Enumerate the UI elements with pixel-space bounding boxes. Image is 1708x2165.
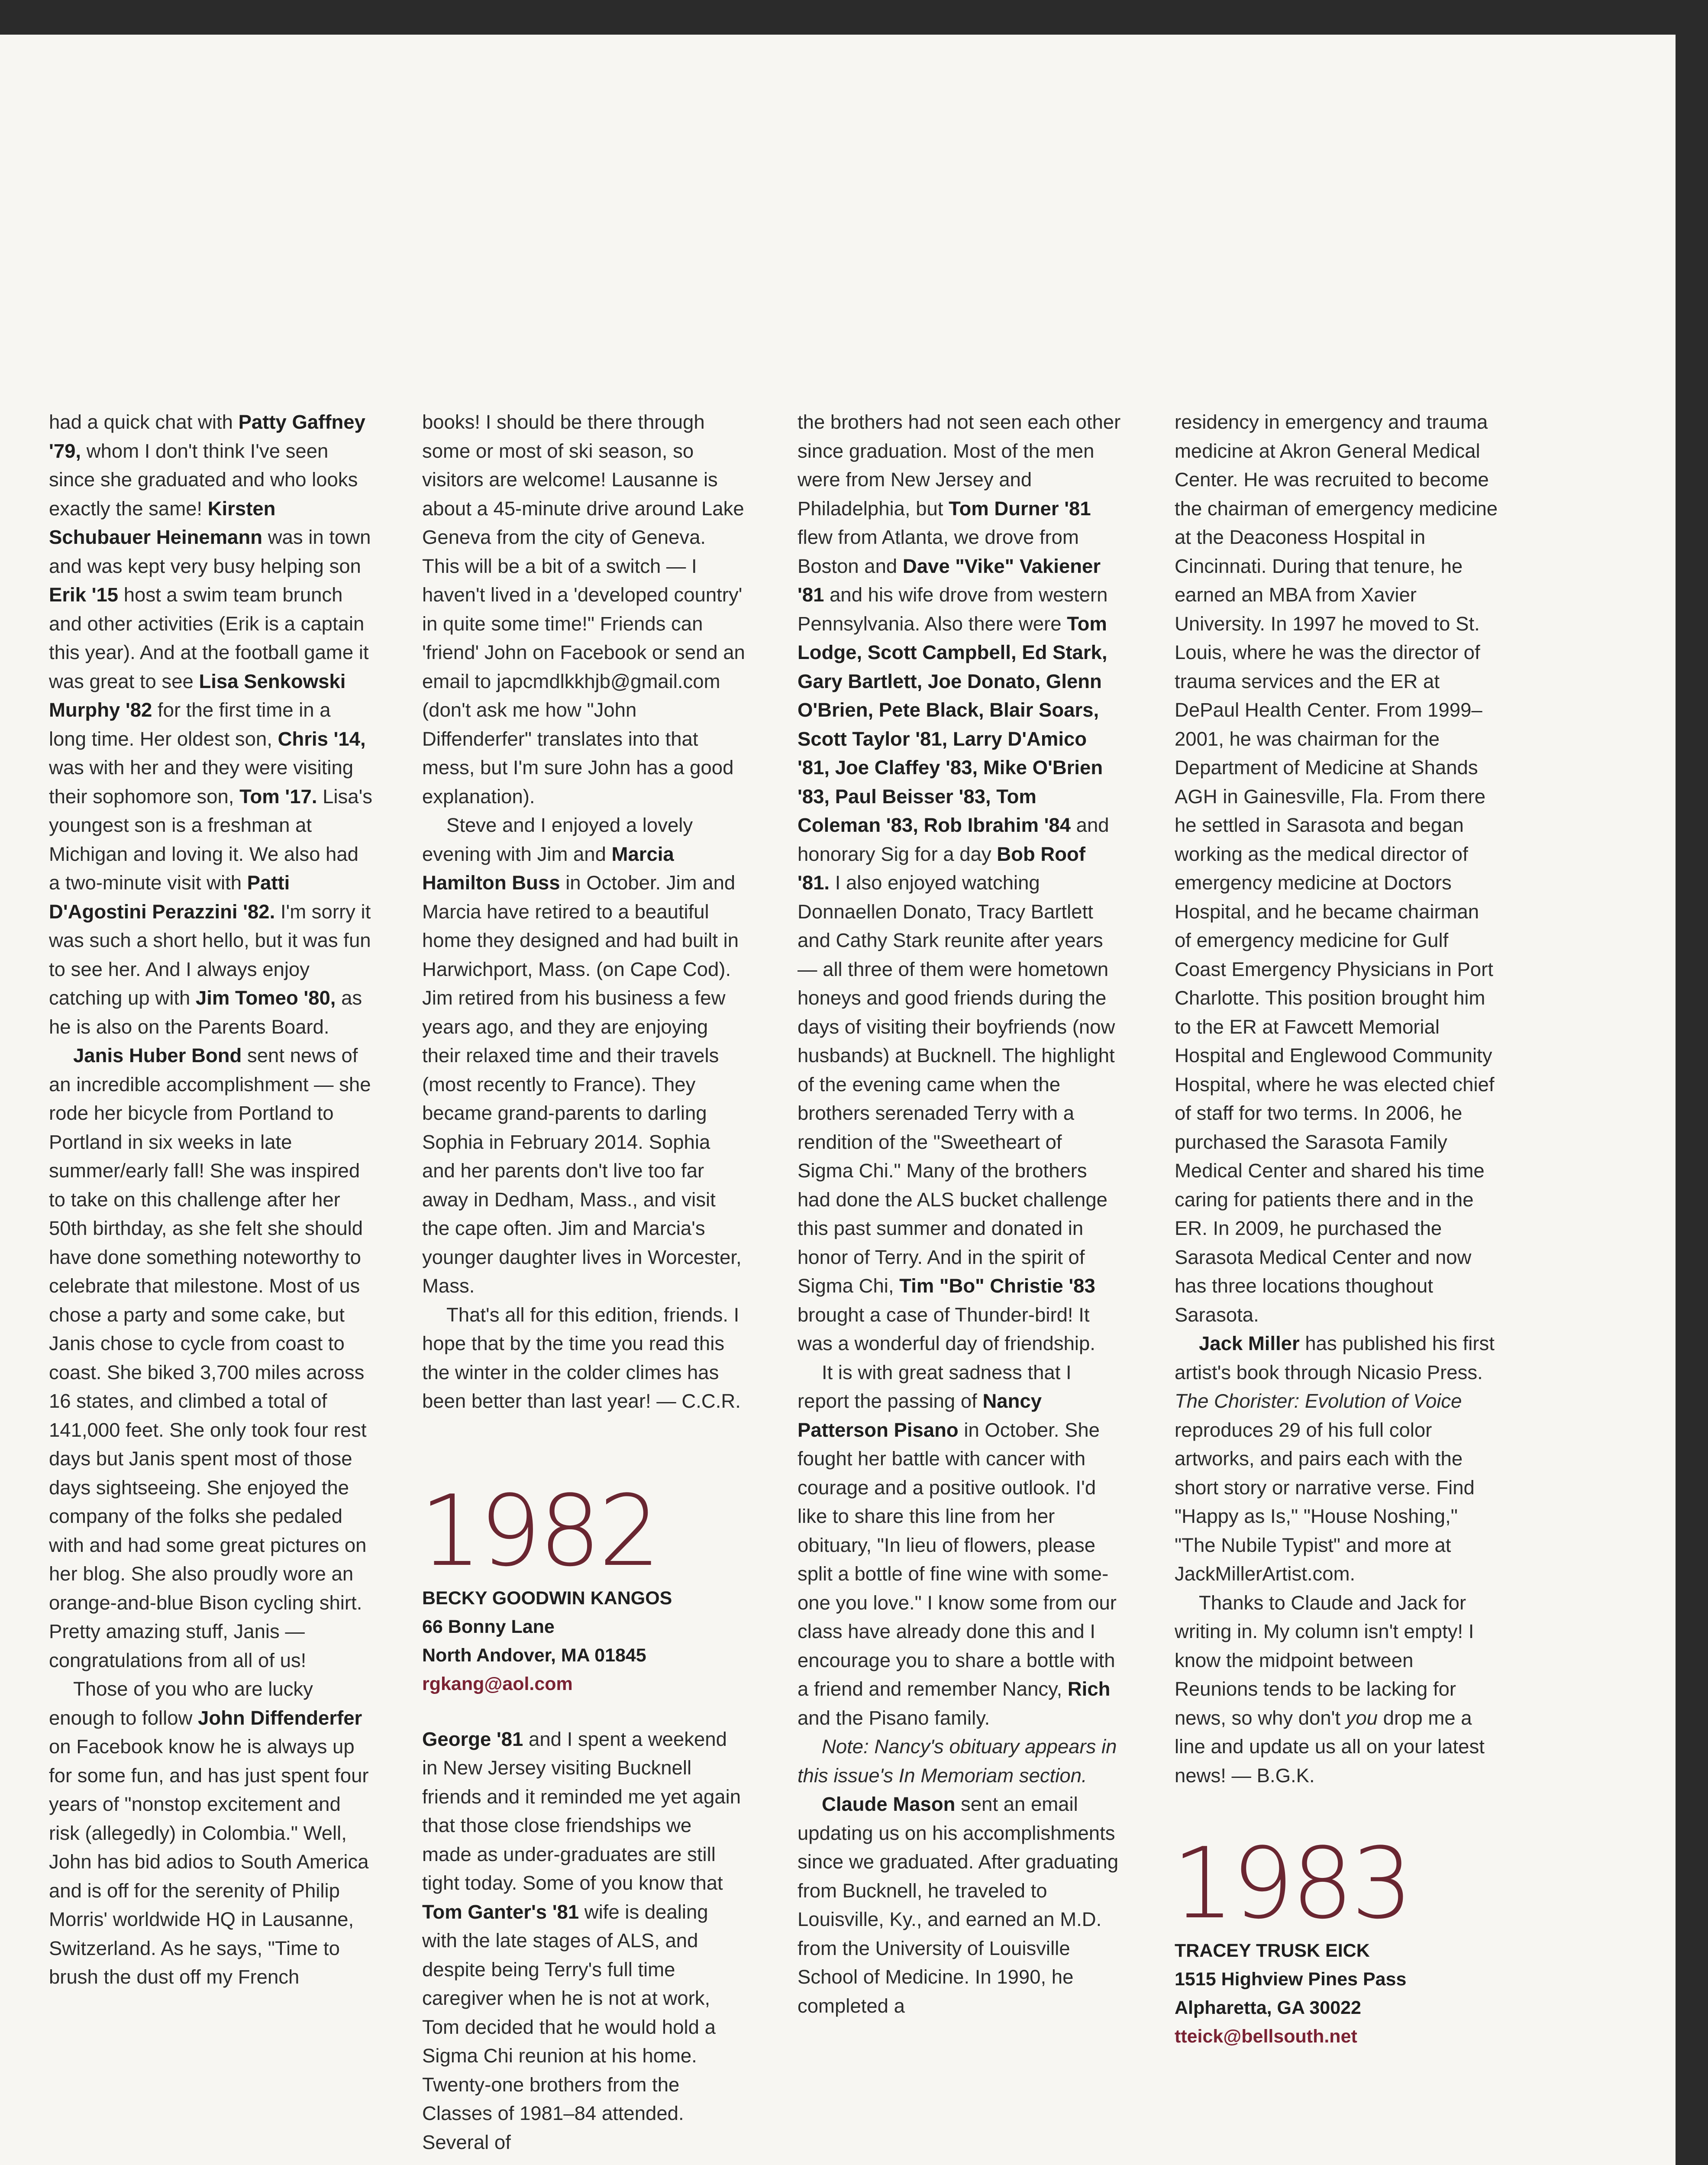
editor-note: Note: Nancy's obituary appears in this issue's In Memoriam section. (797, 1735, 1117, 1787)
paragraph: Janis Huber Bond sent news of an incredible accomplishment — she rode her bicycle from Portland to Portland in six weeks in late summer/early fall! She was inspired to take on this challenge after her 50th birthday, as she felt she should have done something noteworthy to celebrate that milestone. Most of us chose a party and some cake, but Janis chose to cycle from coast to coast. She biked 3,700 miles across 16 states, and climbed a total of 141,000 feet. She only took four rest days but Janis spent most of those days sightseeing. She enjoyed the company of the folks she pedaled with and had some great pictures on her blog. She also proudly wore an orange-and-blue Bison cycling shirt. Pretty amazing stuff, Janis — congratulations from all of us! (49, 1044, 371, 1671)
paragraph: That's all for this edition, friends. I hope that by the time you read this the winter in the colder climes has been better than last year! — C.C.R. (422, 1303, 741, 1412)
class-reporter-street: 66 Bonny Lane (422, 1616, 555, 1637)
class-reporter-city: North Andover, MA 01845 (422, 1645, 646, 1666)
column-2 (422, 408, 746, 2157)
class-reporter-email[interactable]: tteick@bellsouth.net (1175, 2026, 1357, 2047)
paragraph: Thanks to Claude and Jack for writing in. My column isn't empty! I know the midpoint between Reunions tends to be lacking for news, so why don't you drop me a line and update us all on your latest news! — B.G.K. (1175, 1591, 1485, 1787)
column-1 (49, 408, 373, 1992)
paragraph: Steve and I enjoyed a lovely evening with Jim and Marcia Hamilton Buss in October. Jim and Marcia have retired to a beautiful home they designed and had built in Harwichport, Mass. (on Cape Cod). Jim retired from his business a few years ago, and they are enjoying their relaxed time and their travels (most recently to France). They became grand-parents to darling Sophia in February 2014. Sophia and her parents don't live too far away in Dedham, Mass., and visit the cape often. Jim and Marcia's younger daughter lives in Worcester, Mass. (422, 814, 742, 1297)
class-year-heading: 1982 (420, 1474, 659, 1588)
paragraph: George '81 and I spent a weekend in New Jersey visiting Bucknell friends and it reminded me yet again that those close friendships we made as under-graduates are still tight today. Some of you know that Tom Ganter's '81 wife is dealing with the late stages of ALS, and despite being Terry's full time caregiver when he is not at work, Tom decided that he would hold a Sigma Chi reunion at his home. Twenty-one brothers from the Classes of 1981–84 attended. Several of (422, 1728, 741, 2153)
paragraph: Claude Mason sent an email updating us on his accomplishments since we graduated. After graduating from Bucknell, he traveled to Louisville, Ky., and earned an M.D. from the University of Louisville School of Medicine. In 1990, he completed a (797, 1793, 1119, 2017)
class-reporter-street: 1515 Highview Pines Pass (1175, 1969, 1407, 1990)
paragraph: Those of you who are lucky enough to follow John Diffenderfer on Facebook know he is always up for some fun, and has just spent four years of "nonstop excitement and risk (allegedly) in Colombia." Well, John has bid adios to South America and is off for the serenity of Philip Morris' worldwide HQ in Lausanne, Switzerland. As he says, "Time to brush the dust off my French (49, 1678, 369, 1988)
class-year-heading: 1983 (1172, 1827, 1411, 1941)
column-3 (797, 408, 1121, 2020)
class-reporter-city: Alpharetta, GA 30022 (1175, 1997, 1361, 2018)
class-reporter-name: TRACEY TRUSK EICK (1175, 1940, 1370, 1961)
magazine-page (0, 35, 1676, 2165)
paragraph: residency in emergency and trauma medicine at Akron General Medical Center. He was recruited to become the chairman of emergency medicine at the Deaconess Hospital in Cincinnati. During that tenure, he earned an MBA from Xavier University. In 1997 he moved to St. Louis, where he was the director of trauma services and the ER at DePaul Health Center. From 1999–2001, he was chairman for the Department of Medicine at Shands AGH in Gainesville, Fla. From there he settled in Sarasota and began working as the medical director of emergency medicine at Doctors Hospital, and he became chairman of emergency medicine for Gulf Coast Emergency Physicians in Port Charlotte. This position brought him to the ER at Fawcett Memorial Hospital and Englewood Community Hospital, where he was elected chief of staff for two terms. In 2006, he purchased the Sarasota Family Medical Center and shared his time caring for patients there and in the ER. In 2009, he purchased the Sarasota Medical Center and now has three locations thoughout Sarasota. (1175, 411, 1498, 1326)
paragraph: Jack Miller has published his first artist's book through Nicasio Press. The Chorister: Evolution of Voice reproduces 29 of his full color artworks, and pairs each with the short story or narrative verse. Find "Happy as Is," "House Noshing," "The Nubile Typist" and more at JackMillerArtist.com. (1175, 1332, 1495, 1585)
paragraph: books! I should be there through some or most of ski season, so visitors are welcome! Lausanne is about a 45-minute drive around Lake Geneva from the city of Geneva. This will be a bit of a switch — I haven't lived in a 'developed country' in quite some time!" Friends can 'friend' John on Facebook or send an email to japcmdlkkhjb@gmail.com (don't ask me how "John Diffenderfer" translates into that mess, but I'm sure John has a good explanation). (422, 411, 745, 808)
class-reporter-name: BECKY GOODWIN KANGOS (422, 1587, 672, 1609)
paragraph: the brothers had not seen each other since graduation. Most of the men were from New Jersey and Philadelphia, but Tom Durner '81 flew from Atlanta, we drove from Boston and Dave "Vike" Vakiener '81 and his wife drove from western Pennsylvania. Also there were Tom Lodge, Scott Campbell, Ed Stark, Gary Bartlett, Joe Donato, Glenn O'Brien, Pete Black, Blair Soars, Scott Taylor '81, Larry D'Amico '81, Joe Claffey '83, Mike O'Brien '83, Paul Beisser '83, Tom Coleman '83, Rob Ibrahim '84 and honorary Sig for a day Bob Roof '81. I also enjoyed watching Donnaellen Donato, Tracy Bartlett and Cathy Stark reunite after years — all three of them were hometown honeys and good friends during the days of visiting their boyfriends (now husbands) at Bucknell. The highlight of the evening came when the brothers serenaded Terry with a rendition of the "Sweetheart of Sigma Chi." Many of the brothers had done the ALS bucket challenge this past summer and donated in honor of Terry. And in the spirit of Sigma Chi, Tim "Bo" Christie '83 brought a case of Thunder-bird! It was a wonderful day of friendship. (797, 411, 1121, 1354)
paragraph: had a quick chat with Patty Gaffney '79, whom I don't think I've seen since she graduated and who looks exactly the same! Kirsten Schubauer Heinemann was in town and was kept very busy helping son Erik '15 host a swim team brunch and other activities (Erik is a captain this year). And at the football game it was great to see Lisa Senkowski Murphy '82 for the first time in a long time. Her oldest son, Chris '14, was with her and they were visiting their sophomore son, Tom '17. Lisa's youngest son is a freshman at Michigan and loving it. We also had a two-minute visit with Patti D'Agostini Perazzini '82. I'm sorry it was such a short hello, but it was fun to see her. And I always enjoy catching up with Jim Tomeo '80, as he is also on the Parents Board. (49, 411, 373, 1038)
paragraph: It is with great sadness that I report the passing of Nancy Patterson Pisano in October. She fought her battle with cancer with courage and a positive outlook. I'd like to share this line from her obituary, "In lieu of flowers, please split a bottle of fine wine with some-one you love." I know some from our class have already done this and I encourage you to share a bottle with a friend and remember Nancy, Rich and the Pisano family. (797, 1361, 1117, 1729)
column-4 (1172, 408, 1498, 2078)
class-reporter-email[interactable]: rgkang@aol.com (422, 1673, 573, 1694)
